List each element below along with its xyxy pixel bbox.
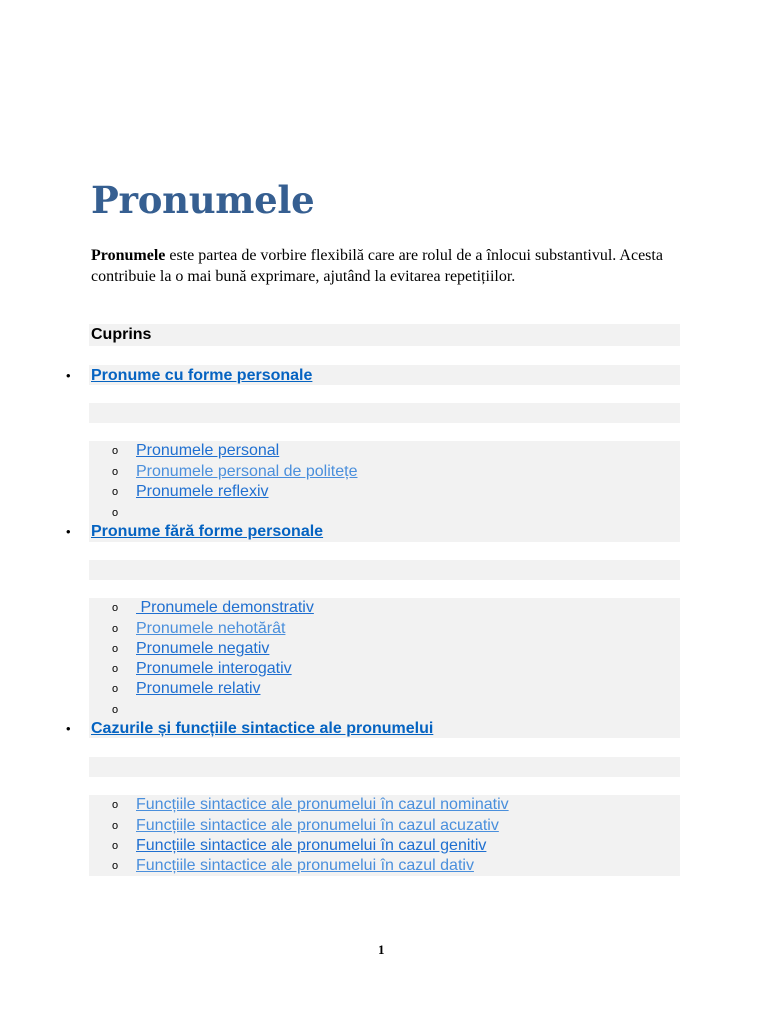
- sub-bullet: o: [112, 820, 119, 832]
- toc-link-interogativ[interactable]: Pronumele interogativ: [136, 660, 292, 677]
- toc-link-nominativ[interactable]: Funcțiile sintactice ale pronumelui în cazul nominativ: [136, 796, 509, 813]
- toc-link-demonstrativ[interactable]: Pronumele demonstrativ: [136, 599, 314, 616]
- sub-bullet: o: [112, 466, 119, 478]
- sub-bullet: o: [112, 799, 119, 811]
- sub-bullet: o: [112, 486, 119, 498]
- sub-bullet: o: [112, 445, 119, 457]
- sub-bullet: o: [112, 663, 119, 675]
- sub-bullet-empty: o: [112, 507, 119, 519]
- section-gap-shade: [89, 403, 680, 423]
- sub-bullet-empty: o: [112, 704, 119, 716]
- page-number: 1: [378, 942, 385, 957]
- intro-paragraph: [91, 246, 671, 287]
- sub-bullet: o: [112, 683, 119, 695]
- sub-bullet: o: [112, 643, 119, 655]
- toc-heading: Cuprins: [91, 326, 152, 343]
- section-gap-shade: [89, 560, 680, 580]
- bullet: •: [66, 721, 71, 736]
- sub-bullet: o: [112, 602, 119, 614]
- sub-bullet: o: [112, 860, 119, 872]
- sub-bullet: o: [112, 623, 119, 635]
- intro-text: este partea de vorbire flexibilă care are rolul de a înlocui substantivul. Acesta contribuie la o mai bună exprimare, ajutând la evitarea repetițiilor.: [91, 247, 663, 285]
- toc-link-section-3[interactable]: Cazurile și funcțiile sintactice ale pronumelui: [91, 720, 434, 737]
- sub-bullet: o: [112, 840, 119, 852]
- toc-link-negativ[interactable]: Pronumele negativ: [136, 640, 270, 657]
- toc-link-section-2[interactable]: Pronume fără forme personale: [91, 523, 324, 540]
- toc-link-pronumele-reflexiv[interactable]: Pronumele reflexiv: [136, 483, 269, 500]
- toc-link-section-1[interactable]: Pronume cu forme personale: [91, 367, 313, 384]
- intro-term: Pronumele: [91, 247, 166, 264]
- toc-link-dativ[interactable]: Funcțiile sintactice ale pronumelui în cazul dativ: [136, 857, 474, 874]
- bullet: •: [66, 368, 71, 383]
- toc-link-nehotarat[interactable]: Pronumele nehotărât: [136, 620, 286, 637]
- toc-link-relativ[interactable]: Pronumele relativ: [136, 680, 261, 697]
- toc-link-pronumele-personal[interactable]: Pronumele personal: [136, 442, 280, 459]
- bullet: •: [66, 524, 71, 539]
- section-gap-shade: [89, 757, 680, 777]
- toc-link-genitiv[interactable]: Funcțiile sintactice ale pronumelui în cazul genitiv: [136, 837, 487, 854]
- toc-link-acuzativ[interactable]: Funcțiile sintactice ale pronumelui în cazul acuzativ: [136, 817, 499, 834]
- page-title: Pronumele: [91, 178, 315, 222]
- toc-link-personal-politete[interactable]: Pronumele personal de politețe: [136, 463, 358, 480]
- toc-heading-shade: [89, 324, 680, 346]
